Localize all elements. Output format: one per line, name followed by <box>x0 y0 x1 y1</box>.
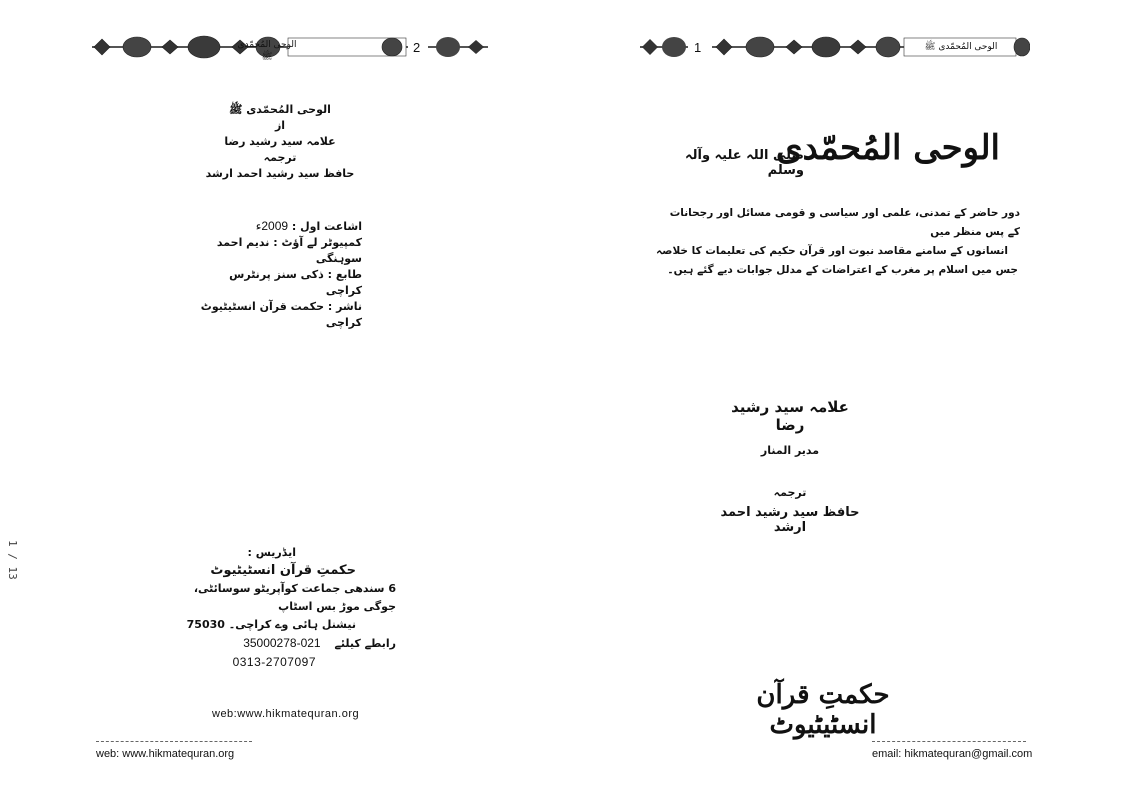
salutation-calligraphy: صلی اللہ علیہ وآلہ وسلم <box>684 148 804 178</box>
author-name: علامہ سید رشید رضا <box>731 398 849 434</box>
author-block <box>730 398 850 457</box>
book-title-small: الوحی المُحمّدی ﷺ <box>229 103 331 116</box>
running-title-left: الوحی المُحمّدی ﷺ <box>237 40 297 62</box>
printer-value: ذکی سنز پرنٹرس کراچی <box>229 268 362 297</box>
translator-name: حافظ سید رشید احمد ارشد <box>720 505 860 535</box>
institute-logo: حکمتِ قرآن انسٹیٹیوٹ <box>756 680 890 740</box>
publisher-value: حکمت قرآن انسٹیٹیوٹ کراچی <box>200 300 362 329</box>
main-title-block <box>646 128 1000 188</box>
address-line1: 6 سندھی جماعت کوآپریٹو سوسائٹی، جوگی موڑ بس اسٹاپ <box>193 582 396 613</box>
footer-left: web: www.hikmatequran.org <box>96 748 235 760</box>
footer-right: email: hikmatequran@gmail.com <box>872 748 1033 760</box>
page-number-right: 1 <box>694 40 702 55</box>
running-title-right: الوحی المُحمّدی ﷺ <box>924 42 998 52</box>
phone-1: 021-35000278 <box>243 636 321 650</box>
author-name-small: علامہ سید رشید رضا <box>224 135 336 148</box>
footer-divider-left <box>96 741 252 742</box>
website-center: web:www.hikmatequran.org <box>212 708 360 720</box>
printer-line <box>200 267 362 299</box>
phone-line-2 <box>180 653 396 672</box>
left-title-block <box>200 102 360 182</box>
layout-value: ندیم احمد سوہنگی <box>216 236 362 265</box>
layout-line <box>200 235 362 267</box>
header-ornament-right-start <box>640 34 688 60</box>
publisher-label: ناشر : <box>327 300 362 313</box>
page-indicator: 1 / 13 <box>6 540 19 580</box>
address-line2: نیشنل ہائی وے کراچی۔ 75030 <box>186 618 356 631</box>
contact-label: رابطے کیلئے <box>334 637 396 650</box>
edition-line <box>200 218 362 235</box>
description-line-3: جس میں اسلام پر مغرب کے اعتراضات کے مدلل جوابات دیے گئے ہیں۔ <box>667 264 1018 276</box>
edition-label: اشاعت اول : <box>291 220 362 233</box>
description-line-2: انسانوں کے سامنے مقاصد نبوت اور قرآن حکیم کی تعلیمات کا خلاصہ <box>656 245 1008 257</box>
publisher-line <box>200 299 362 331</box>
book-description <box>654 204 1020 280</box>
header-ornament-left-end <box>428 34 488 60</box>
translator-name-small: حافظ سید رشید احمد ارشد <box>205 167 355 180</box>
address-label: ایڈریس : <box>247 546 296 559</box>
page-number-left: 2 <box>413 40 421 55</box>
translation-label: ترجمہ <box>773 486 807 499</box>
address-block <box>180 544 396 672</box>
contact-line <box>180 634 396 653</box>
footer-divider-right <box>872 741 1026 742</box>
translator-block <box>710 486 870 535</box>
phone-2: 0313-2707097 <box>232 655 316 669</box>
publication-details <box>200 218 362 331</box>
main-title: الوحی المُحمّدی <box>775 128 1000 168</box>
translation-label-small: ترجمہ <box>263 151 297 164</box>
edition-year: 2009ء <box>255 219 289 233</box>
printer-label: طابع : <box>327 268 362 281</box>
author-role: مدیر المنار <box>760 444 820 457</box>
layout-label: کمپیوٹر لے آؤٹ : <box>273 236 362 249</box>
description-line-1: دور حاضر کے تمدنی، علمی اور سیاسی و قومی مسائل اور رجحانات کے پس منظر میں <box>669 207 1020 238</box>
by-label: از <box>274 119 286 132</box>
address-institute: حکمتِ قرآن انسٹیٹیوٹ <box>210 563 356 578</box>
